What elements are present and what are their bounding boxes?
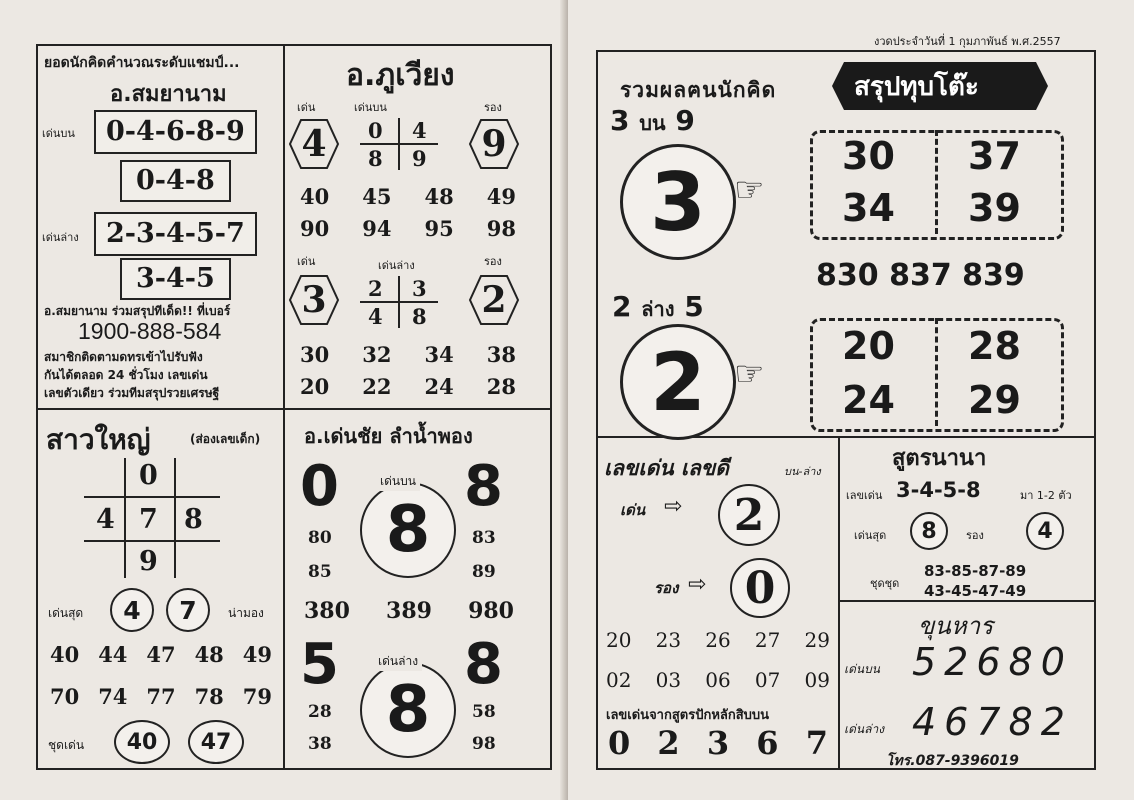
num: 49	[242, 642, 272, 667]
label-den-2: เด่น	[297, 255, 316, 268]
bottom-num-0: 20	[842, 324, 895, 368]
rong-label: รอง	[654, 579, 679, 597]
chut-circle-0: 40	[114, 720, 170, 764]
d-top-right: 8	[464, 454, 503, 519]
lekden-note: มา 1-2 ตัว	[1020, 489, 1072, 502]
section-e-title-small: บน-ล่าง	[784, 465, 821, 478]
num: 2	[657, 724, 680, 762]
bottom-num-3: 29	[968, 378, 1021, 422]
num: 24	[424, 374, 454, 399]
title-left: รวมผลฅนนักคิด	[620, 78, 777, 102]
num: 03	[655, 668, 682, 692]
num: 20	[606, 628, 632, 652]
section-c-subtitle: (ส่องเลขเด็ก)	[190, 432, 261, 446]
top-num-1: 37	[968, 134, 1021, 178]
num: 40	[50, 642, 80, 667]
top-caption-c: 9	[675, 104, 695, 137]
bottom-big-circle: 2	[620, 324, 736, 440]
d-bot-r-1: 98	[472, 734, 496, 754]
grid-vline-1	[124, 458, 126, 578]
left-divider-horizontal	[36, 408, 550, 410]
num: 90	[300, 216, 330, 241]
section-c-title: สาวใหญ่	[46, 423, 151, 456]
num: 07	[754, 668, 781, 692]
num: 79	[242, 684, 272, 709]
bottom-num-2: 24	[842, 378, 895, 422]
num: 38	[486, 342, 516, 367]
rong-label-right: รอง	[966, 529, 984, 542]
lang-label: เด่นล่าง	[844, 722, 885, 736]
densut-circle-0: 4	[110, 588, 154, 632]
top-row-1	[300, 184, 516, 209]
grid-mid-2: 8	[184, 504, 203, 535]
label-den: เด่น	[297, 101, 316, 114]
d-bot-r-0: 58	[472, 702, 496, 722]
bottom-grid-hline	[360, 301, 438, 303]
num: 29	[804, 628, 830, 652]
d-top-l-1: 85	[308, 562, 332, 582]
num: 22	[362, 374, 392, 399]
top-label: เด่นบน	[42, 127, 75, 140]
right-divider-vertical	[838, 436, 840, 768]
top-grid-hline	[360, 143, 438, 145]
telephone: โทร.087-9396019	[886, 753, 1019, 769]
densut-label-right: เด่นสุด	[854, 529, 887, 542]
densut-label: เด่นสุด	[48, 606, 84, 620]
arrow-icon-den: ⇨	[664, 494, 683, 519]
bottom-grid-2: 4	[368, 304, 383, 329]
chut-label: ชุดเด่น	[48, 738, 85, 752]
label-rong: รอง	[484, 101, 502, 114]
d-top-r-1: 89	[472, 562, 496, 582]
num: 380	[304, 598, 350, 624]
bottom-rong-value: 2	[481, 279, 507, 321]
grid-bottom-value: 9	[139, 546, 158, 577]
left-page	[0, 0, 566, 800]
lekden-value: 3-4-5-8	[896, 478, 981, 502]
nammong-label: น่ามอง	[228, 606, 264, 620]
num: 3	[706, 724, 730, 762]
c-row-1	[50, 642, 272, 667]
e-row-1	[606, 628, 830, 652]
bottom-row-1	[300, 342, 516, 367]
num: 28	[486, 374, 516, 399]
den-circle: 2	[718, 484, 780, 546]
d-top-l-0: 80	[308, 528, 332, 548]
bottom-row-2	[300, 374, 516, 399]
top-single-value: 4	[301, 123, 327, 165]
section-g-title: ขุนหาร	[918, 612, 993, 640]
section-f-title: สูตรนานา	[892, 446, 987, 471]
c-row-2	[50, 684, 272, 709]
num: 27	[754, 628, 781, 652]
bottom-label: เด่นล่าง	[42, 231, 79, 244]
chut-label-right: ชุดชุด	[870, 577, 900, 590]
num: 48	[424, 184, 454, 209]
d-top-circle-label: เด่นบน	[376, 472, 420, 491]
top-grid-0: 0	[368, 118, 383, 143]
grid-mid-1: 7	[139, 504, 158, 535]
num: 74	[98, 684, 128, 709]
num: 389	[386, 598, 432, 624]
bottom-num-1: 28	[968, 324, 1021, 368]
num: 32	[362, 342, 392, 367]
d-mid-row	[304, 598, 514, 624]
top-big-circle: 3	[620, 144, 736, 260]
num: 34	[424, 342, 454, 367]
d-top-left: 0	[300, 454, 339, 519]
d-bot-l-1: 38	[308, 734, 332, 754]
num: 7	[805, 724, 828, 762]
top-num-2: 34	[842, 186, 895, 230]
section-b-title: อ.ภูเวียง	[346, 58, 455, 93]
num: 47	[146, 642, 176, 667]
grid-hline-2	[84, 540, 220, 542]
num: 20	[300, 374, 330, 399]
d-bottom-left: 5	[300, 632, 339, 697]
section-e-title: เลขเด่น เลขดี	[604, 456, 729, 480]
bon-value: 52680	[912, 640, 1073, 684]
note-line-2: กันได้ตลอด 24 ชั่วโมง เลขเด่น	[44, 368, 208, 382]
bon-label: เด่นบน	[844, 662, 880, 676]
rong-circle: 0	[730, 558, 790, 618]
num: 70	[50, 684, 80, 709]
num: 78	[194, 684, 224, 709]
grid-hline-1	[84, 496, 220, 498]
bottom-single-value: 3	[301, 279, 327, 321]
densut-circle-1: 7	[166, 588, 210, 632]
arrow-icon-rong: ⇨	[688, 572, 707, 597]
num: 09	[804, 668, 830, 692]
grid-mid-0: 4	[96, 504, 115, 535]
bottom-caption	[612, 290, 704, 325]
d-top-r-0: 83	[472, 528, 496, 548]
den-label: เด่น	[620, 501, 646, 519]
note-line-3: เลขตัวเดียว ร่วมทีมสรุปรวยเศรษฐี	[44, 386, 220, 400]
top-grid-2: 8	[368, 146, 383, 171]
left-divider-vertical	[283, 44, 285, 768]
bottom-caption-b: ล่าง	[641, 297, 675, 321]
bottom-main-numbers: 2-3-4-5-7	[94, 212, 257, 256]
bottom-grid-1: 3	[412, 276, 427, 301]
top-main-numbers: 0-4-6-8-9	[94, 110, 257, 154]
num: 23	[655, 628, 682, 652]
d-bottom-circle-label: เด่นล่าง	[374, 652, 422, 671]
pointing-hand-icon-bottom: ☞	[734, 354, 765, 394]
lang-value: 46782	[912, 700, 1073, 744]
num: 30	[300, 342, 330, 367]
note-line-1: สมาชิกติดตามดทรเข้าไปรับฟัง	[44, 350, 203, 364]
top-grid-1: 4	[412, 118, 427, 143]
grid-vline-2	[174, 458, 176, 578]
chut-line-1: 83-85-87-89	[924, 562, 1027, 580]
num: 40	[300, 184, 330, 209]
chut-line-2: 43-45-47-49	[924, 582, 1027, 600]
num: 0	[608, 724, 631, 762]
section-a-header: ยอดนักคิดคำนวณระดับแชมป์...	[44, 55, 240, 71]
grid-top-value: 0	[139, 460, 158, 491]
top-num-3: 39	[968, 186, 1021, 230]
top-num-0: 30	[842, 134, 895, 178]
bottom-caption-a: 2	[612, 290, 632, 323]
bottom-grid-0: 2	[368, 276, 383, 301]
d-bottom-right: 8	[464, 632, 503, 697]
top-sub-numbers: 0-4-8	[120, 160, 231, 202]
num: 94	[362, 216, 392, 241]
pointing-hand-icon-top: ☞	[734, 170, 765, 210]
num: 44	[98, 642, 128, 667]
bottom-dashed-divider	[935, 318, 938, 426]
top-row-2	[300, 216, 516, 241]
chut-circle-1: 47	[188, 720, 244, 764]
right-page	[568, 0, 1134, 800]
triples: 830 837 839	[816, 258, 1025, 293]
num: 49	[486, 184, 516, 209]
top-dashed-divider	[935, 130, 938, 234]
label-denbon: เด่นบน	[354, 101, 387, 114]
top-grid-3: 9	[412, 146, 427, 171]
lekden-label: เลขเด่น	[846, 489, 883, 502]
num: 48	[194, 642, 224, 667]
label-rong-2: รอง	[484, 255, 502, 268]
num: 6	[756, 724, 779, 762]
bottom-caption-c: 5	[684, 290, 704, 323]
num: 02	[606, 668, 632, 692]
d-bottom-circle: 8	[360, 662, 456, 758]
num: 45	[362, 184, 392, 209]
label-denlang: เด่นล่าง	[378, 259, 415, 272]
num: 95	[424, 216, 454, 241]
formula-label: เลขเด่นจากสูตรปักหลักสิบบน	[606, 708, 770, 723]
d-top-circle: 8	[360, 482, 456, 578]
bottom-sub-numbers: 3-4-5	[120, 258, 231, 300]
num: 26	[705, 628, 731, 652]
top-rong-value: 9	[481, 123, 507, 165]
num: 77	[146, 684, 176, 709]
top-caption-a: 3	[610, 104, 630, 137]
e-row-2	[606, 668, 830, 692]
promo-line: อ.สมยานาม ร่วมสรุปทีเด็ด!! ที่เบอร์	[44, 304, 231, 318]
section-a-author: อ.สมยานาม	[110, 82, 227, 107]
num: 980	[468, 598, 514, 624]
num: 06	[705, 668, 731, 692]
top-caption-b: บน	[639, 111, 666, 135]
title-banner: สรุปทุบโต๊ะ	[854, 72, 979, 102]
top-caption	[610, 104, 695, 139]
num: 98	[486, 216, 516, 241]
densut-circle-right: 8	[910, 512, 948, 550]
right-divider-small	[838, 600, 1096, 602]
section-d-title: อ.เด่นชัย ลำน้ำพอง	[304, 424, 473, 448]
rong-circle-right: 4	[1026, 512, 1064, 550]
bottom-grid-3: 8	[412, 304, 427, 329]
formula-row	[608, 724, 828, 762]
issue-date-header: งวดประจำวันที่ 1 กุมภาพันธ์ พ.ศ.2557	[874, 35, 1061, 48]
phone-number: 1900-888-584	[78, 318, 222, 344]
d-bot-l-0: 28	[308, 702, 332, 722]
